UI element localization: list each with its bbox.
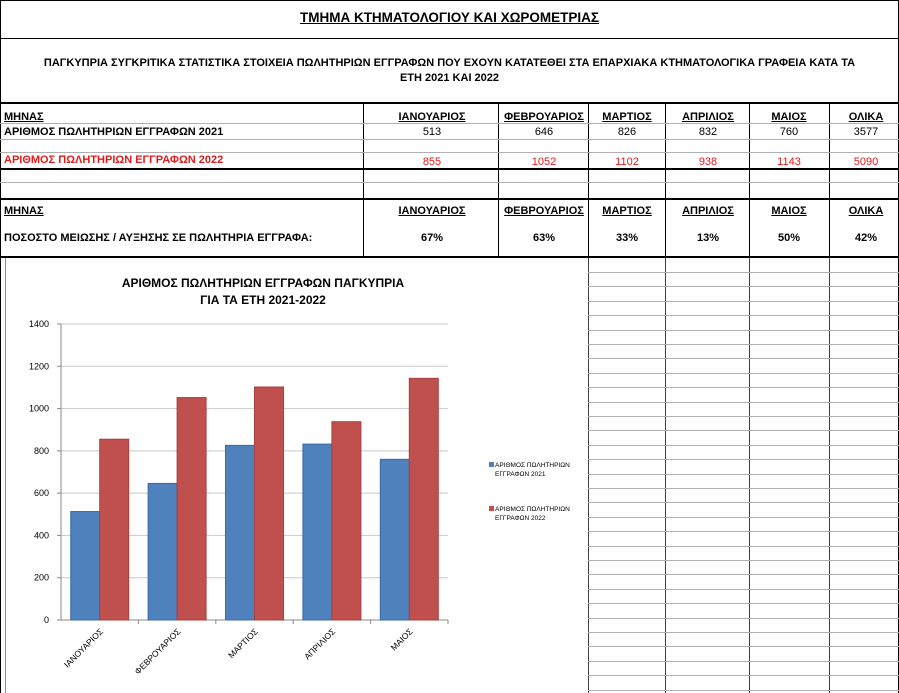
grid-row-line <box>588 646 899 647</box>
grid-row-line <box>588 502 899 503</box>
grid-row-line <box>588 459 899 460</box>
grid-row-line <box>588 402 899 403</box>
grid-row-line <box>588 632 899 633</box>
grid-row-line <box>588 430 899 431</box>
table2-col-header-january: ΙΑΝΟΥΑΡΙΟΣ <box>398 205 466 217</box>
grid-row-line <box>588 661 899 662</box>
bar-chart <box>10 262 588 693</box>
table1-month-header: ΜΗΝΑΣ <box>4 111 44 123</box>
cell-percentage-march: 33% <box>615 232 639 244</box>
table2-col-header-may: ΜΑΙΟΣ <box>771 205 807 217</box>
grid-column-line <box>363 102 364 258</box>
subtitle-line-1: ΠΑΓΚΥΠΡΙΑ ΣΥΓΚΡΙΤΙΚΑ ΣΤΑΤΙΣΤΙΚΑ ΣΤΟΙΧΕΙΑ ΠΩΛΗΤΗΡΙΩΝ ΕΓΓΡΑΦΩΝ ΠΟΥ ΕΧΟΥΝ ΚΑΤΑΤΕΘΕΙ ΣΤΑ ΕΠΑΡΧΙΑΚΑ ΚΤΗΜΑΤΟΛΟΓΙΚΑ ΓΡΑΦΕΙΑ ΚΑΤΑ ΤΑ <box>43 57 856 69</box>
grid-row-line <box>588 330 899 331</box>
y-tick-label: 400 <box>33 530 49 541</box>
grid-row-line <box>588 603 899 604</box>
bar-2022-4 <box>332 422 361 620</box>
legend-label-line-1: ΑΡΙΘΜΟΣ ΠΩΛΗΤΗΡΙΩΝ <box>495 506 570 513</box>
grid-border-line <box>0 256 899 258</box>
table2-col-header-total: ΟΛΙΚΑ <box>848 205 884 217</box>
cell-2021-january: 513 <box>422 126 442 138</box>
grid-row-line <box>588 387 899 388</box>
cell-percentage-total: 42% <box>854 232 878 244</box>
grid-column-line <box>0 0 1 693</box>
cell-2022-april: 938 <box>698 156 718 168</box>
row-2022-label: ΑΡΙΘΜΟΣ ΠΩΛΗΤΗΡΙΩΝ ΕΓΓΡΑΦΩΝ 2022 <box>4 154 224 166</box>
grid-row-line <box>588 272 899 273</box>
y-tick-label: 0 <box>43 615 49 625</box>
grid-row-line <box>588 315 899 316</box>
chart-title-line-1: ΑΡΙΘΜΟΣ ΠΩΛΗΤΗΡΙΩΝ ΕΓΓΡΑΦΩΝ ΠΑΓΚΥΠΡΙΑ <box>121 276 405 290</box>
grid-row-line <box>588 488 899 489</box>
cell-percentage-may: 50% <box>777 232 801 244</box>
cell-2022-february: 1052 <box>531 156 557 168</box>
report-subtitle <box>0 56 899 86</box>
grid-border-line <box>0 0 899 1</box>
grid-column-line <box>749 258 750 693</box>
y-tick-label: 1400 <box>28 319 49 329</box>
legend-swatch-2022 <box>489 506 494 511</box>
y-tick-label: 1200 <box>28 361 49 372</box>
x-tick-label: ΜΑΙΟΣ <box>388 626 415 653</box>
cell-percentage-january: 67% <box>420 232 444 244</box>
grid-row-line <box>588 546 899 547</box>
table1-col-header-february: ΦΕΒΡΟΥΑΡΙΟΣ <box>504 111 584 123</box>
x-tick-label: ΑΠΡΙΛΙΟΣ <box>302 626 338 662</box>
cell-2021-may: 760 <box>779 126 799 138</box>
grid-row-line <box>588 416 899 417</box>
x-tick-label: ΦΕΒΡΟΥΑΡΙΟΣ <box>132 626 183 677</box>
cell-percentage-february: 63% <box>532 232 556 244</box>
bar-2022-1 <box>100 439 129 620</box>
page-title: ΤΜΗΜΑ ΚΤΗΜΑΤΟΛΟΓΙΟΥ ΚΑΙ ΧΩΡΟΜΕΤΡΙΑΣ <box>299 10 600 25</box>
grid-row-line <box>588 301 899 302</box>
x-tick-label: ΜΑΡΤΙΟΣ <box>226 626 260 661</box>
y-tick-label: 800 <box>33 445 49 456</box>
grid-row-line <box>588 589 899 590</box>
bar-2021-5 <box>380 459 409 620</box>
subtitle-line-2: ΕΤΗ 2021 ΚΑΙ 2022 <box>399 72 500 84</box>
cell-2021-total: 3577 <box>853 126 879 138</box>
legend-swatch-2021 <box>489 462 494 467</box>
table2-col-header-april: ΑΠΡΙΛΙΟΣ <box>682 205 734 217</box>
bar-2021-3 <box>226 445 255 620</box>
grid-row-line <box>588 474 899 475</box>
table1-col-header-may: ΜΑΙΟΣ <box>771 111 807 123</box>
cell-percentage-april: 13% <box>696 232 720 244</box>
grid-row-line <box>0 123 899 124</box>
table2-month-header: ΜΗΝΑΣ <box>4 205 44 217</box>
grid-row-line <box>0 152 899 153</box>
row-2021-label: ΑΡΙΘΜΟΣ ΠΩΛΗΤΗΡΙΩΝ ΕΓΓΡΑΦΩΝ 2021 <box>4 126 224 138</box>
y-tick-label: 200 <box>33 572 49 583</box>
grid-column-line <box>829 258 830 693</box>
grid-row-line <box>588 517 899 518</box>
cell-2022-may: 1143 <box>777 156 801 168</box>
bar-2022-3 <box>255 387 284 620</box>
y-tick-label: 600 <box>33 488 49 499</box>
cell-2022-total: 5090 <box>853 156 879 168</box>
grid-row-line <box>588 574 899 575</box>
chart-title-line-2: ΓΙΑ ΤΑ ΕΤΗ 2021-2022 <box>200 293 326 307</box>
grid-row-line <box>0 182 899 183</box>
grid-row-line <box>588 690 899 691</box>
table1-col-header-january: ΙΑΝΟΥΑΡΙΟΣ <box>398 111 466 123</box>
bar-2022-2 <box>177 398 206 620</box>
grid-row-line <box>588 531 899 532</box>
grid-border-line <box>0 168 899 170</box>
grid-row-line <box>588 344 899 345</box>
grid-border-line <box>0 102 899 104</box>
grid-row-line <box>588 286 899 287</box>
cell-2021-march: 826 <box>617 126 637 138</box>
grid-row-line <box>588 358 899 359</box>
grid-row-line <box>588 675 899 676</box>
table2-col-header-march: ΜΑΡΤΙΟΣ <box>602 205 652 217</box>
bar-2022-5 <box>409 378 438 620</box>
grid-row-line <box>0 139 899 140</box>
bar-2021-2 <box>148 483 177 620</box>
legend-label-line-2: ΕΓΓΡΑΦΩΝ 2022 <box>495 515 546 522</box>
table2-col-header-february: ΦΕΒΡΟΥΑΡΙΟΣ <box>504 205 584 217</box>
grid-row-line <box>588 560 899 561</box>
bar-2021-1 <box>71 512 100 620</box>
bar-2021-4 <box>303 444 332 620</box>
grid-border-line <box>0 38 899 39</box>
grid-border-line <box>0 198 899 200</box>
grid-column-line <box>5 258 6 693</box>
y-tick-label: 1000 <box>28 403 49 414</box>
grid-row-line <box>588 373 899 374</box>
cell-2022-march: 1102 <box>615 156 639 168</box>
x-tick-label: ΙΑΝΟΥΑΡΙΟΣ <box>61 626 106 670</box>
table1-col-header-total: ΟΛΙΚΑ <box>848 111 884 123</box>
grid-row-line <box>588 618 899 619</box>
grid-column-line <box>665 258 666 693</box>
table1-col-header-march: ΜΑΡΤΙΟΣ <box>602 111 652 123</box>
legend-label-line-2: ΕΓΓΡΑΦΩΝ 2021 <box>495 471 546 478</box>
legend-label-line-1: ΑΡΙΘΜΟΣ ΠΩΛΗΤΗΡΙΩΝ <box>495 462 570 469</box>
cell-2021-april: 832 <box>698 126 718 138</box>
grid-column-line <box>588 258 589 693</box>
percentage-row-label: ΠΟΣΟΣΤΟ ΜΕΙΩΣΗΣ / ΑΥΞΗΣΗΣ ΣΕ ΠΩΛΗΤΗΡΙΑ ΕΓΓΡΑΦΑ: <box>4 232 313 244</box>
table1-col-header-april: ΑΠΡΙΛΙΟΣ <box>682 111 734 123</box>
cell-2021-february: 646 <box>534 126 554 138</box>
grid-row-line <box>588 445 899 446</box>
cell-2022-january: 855 <box>422 156 442 168</box>
